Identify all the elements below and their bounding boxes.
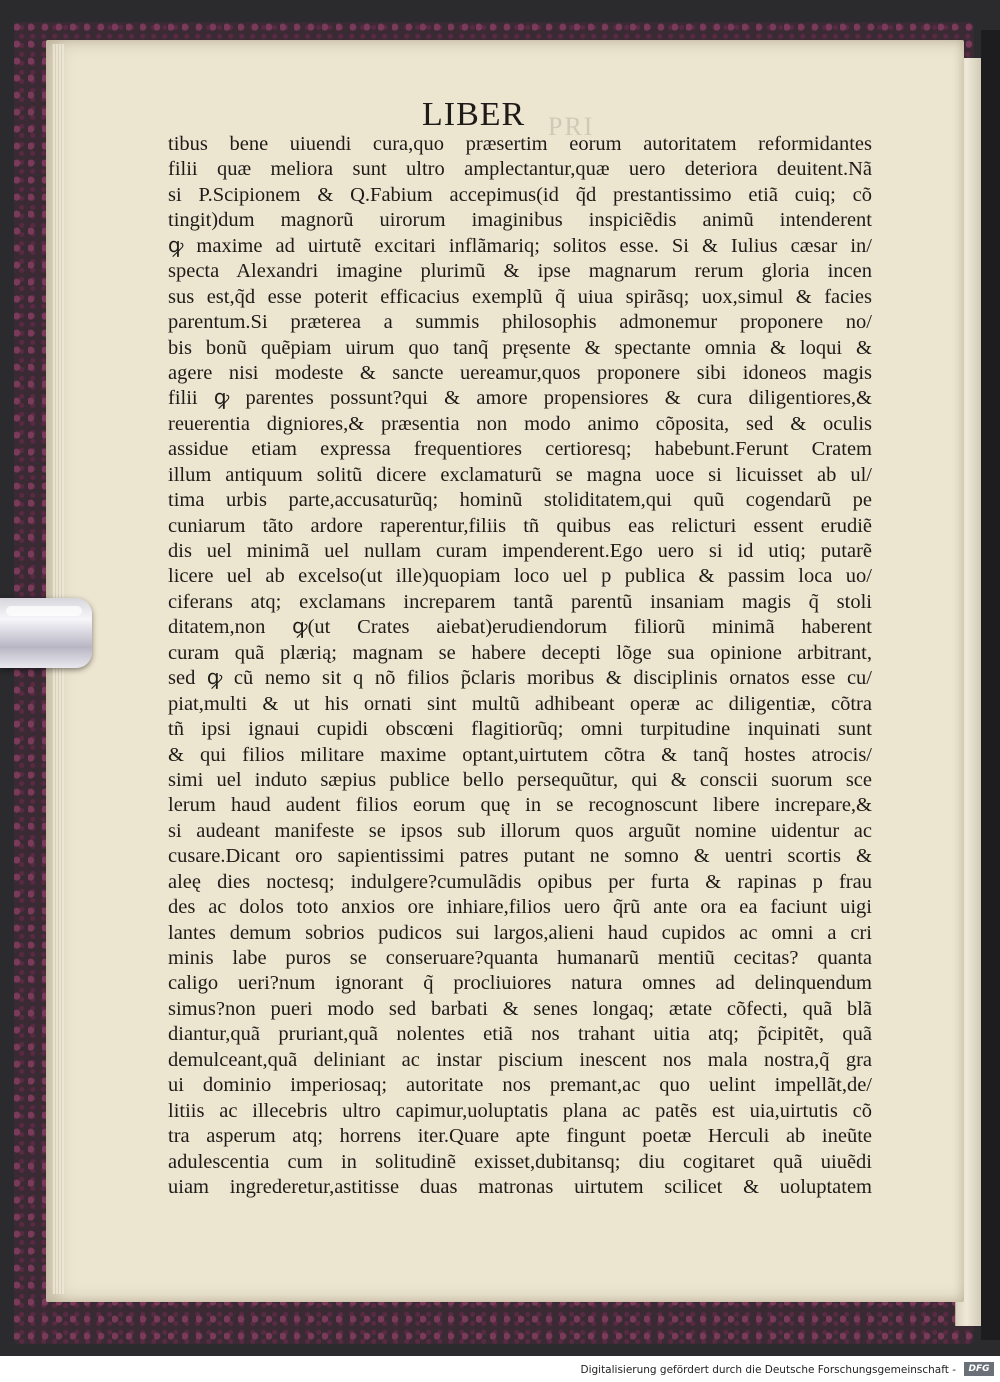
text-line: si P.Scipionem & Q.Fabium accepimus(id q̃d prestantissimo etiã cuiq; cõ: [168, 183, 872, 206]
text-line: cusare.Dicant oro sapientissimi patres putant ne somno & uentri scortis &: [168, 845, 872, 868]
text-line: tra asperum atq; horrens iter.Quare apte fingunt poetæ Herculi ab ineũte: [168, 1125, 872, 1148]
text-line: tñ ipsi ignaui cupidi obscœni flagitiorũq; omni turpitudine inquinati sunt: [168, 718, 872, 741]
running-head: LIBER: [422, 96, 526, 133]
text-line: illum antiquum solitũ dicere exclamaturũ se magna uoce si licuisset ab ul/: [168, 463, 872, 486]
text-line: demulceant,quã deliniant ac instar piscium inescent nos mala nostra,q̃ gra: [168, 1048, 872, 1071]
text-line: si audeant manifeste se ipsos sub illorum quos arguũt nomine uidentur ac: [168, 819, 872, 842]
text-line: simus?non pueri modo sed barbati & senes longaq; ætate cõfecti, quã blã: [168, 997, 872, 1020]
text-line: licere uel ab excelso(ut ille)quopiam loco uel p publica & passim loca uo/: [168, 565, 872, 588]
text-line: tima urbis parte,accusaturũq; hominũ stoliditatem,qui quũ cogendarũ pe: [168, 489, 872, 512]
text-line: filii ꝙ parentes possunt?qui & amore propensiores & cura diligentiores,&: [168, 387, 872, 410]
text-line: minis labe puros se conseruare?quanta humanarũ mentiũ cecitas? quanta: [168, 947, 872, 969]
text-line: tibus bene uiuendi cura,quo præsertim eorum autoritatem reformidantes: [168, 133, 872, 155]
text-line: filii quæ meliora sunt ultro amplectantur,quæ uero deteriora deuitent.Nã: [168, 158, 872, 181]
text-line: tingit)dum magnorũ uirorum imaginibus inspiciẽdis animũ intenderent: [168, 209, 872, 232]
text-block: [168, 132, 872, 1200]
text-line: & qui filios militare maxime optant,uirtutem cõtra & tanq̃ hostes atrocis/: [168, 743, 872, 766]
book-cover-edge: [981, 30, 1000, 1340]
text-line: sus est,q̃d esse poterit efficacius exemplũ q̃ uiua spirãsq; uox,simul & facies: [168, 285, 872, 308]
text-line: uiam ingrederetur,astitisse duas matronas uirtutem scilicet & uoluptatem: [168, 1175, 872, 1198]
text-line: diantur,quã pruriant,quã nolentes etiã nos trahant uitia atq; p̃cipitẽt, quã: [168, 1023, 872, 1046]
text-line: assidue etiam expressa frequentiores certioresq; habebunt.Ferunt Cratem: [168, 438, 872, 461]
text-line: ciferans atq; exclamans increparem tantã parentũ insaniam magis q̃ stoli: [168, 590, 872, 613]
text-line: lantes demum sobrios pudicos sui largos,alieni haud cupidos ac omni a cri: [168, 921, 872, 944]
text-line: parentum.Si præterea a summis philosophis admonemur proponere no/: [168, 311, 872, 334]
text-line: adulescentia cum in solitudinẽ exisset,dubitansq; diu cogitaret quã uiuẽdi: [168, 1150, 872, 1173]
funding-credit: Digitalisierung gefördert durch die Deutsche Forschungsgemeinschaft -: [580, 1364, 956, 1376]
text-line: specta Alexandri imagine plurimũ & ipse magnarum rerum gloria incen: [168, 260, 872, 283]
text-line: aleę dies noctesq; indulgere?cumulãdis opibus per furta & rapinas p frau: [168, 870, 872, 893]
text-line: reuerentia digniores,& præsentia non modo animo cõposita, sed & oculis: [168, 412, 872, 435]
text-line: ui dominio imperiosaq; autoritate nos premant,ac quo uelint impellãt,de/: [168, 1074, 872, 1097]
text-line: cuniarum tãto ardore raperentur,filiis tñ quibus eas relicturi essent erudiẽ: [168, 514, 872, 537]
text-line: caligo ueri?num ignorant q̃ procliuiores natura omnes ad delinquendum: [168, 972, 872, 995]
text-line: des ac dolos toto anxios ore inhiare,filios uero q̃rũ ante ora ea faciunt uigi: [168, 896, 872, 919]
text-line: piat,multi & ut his ornati sint multũ adhibeant operæ ac diligentiæ, cõtra: [168, 692, 872, 715]
glass-weight-highlight: [6, 606, 82, 616]
text-line: simi uel induto sæpius publice bello persequũtur, qui & conscii suorum sce: [168, 768, 872, 791]
text-line: sed ꝙ cũ nemo sit q nõ filios p̃claris moribus & disciplinis ornatos esse cu/: [168, 667, 872, 690]
text-line: bis bonũ quẽpiam uirum quo tanq̃ pręsente & spectante omnia & loqui &: [168, 336, 872, 359]
dfg-logo-icon: DFG: [964, 1362, 994, 1376]
text-line: agere nisi modeste & sancte uereamur,quos proponere sibi idoneos magis: [168, 361, 872, 384]
footer: [0, 1356, 1000, 1382]
text-line: ꝙ maxime ad uirtutẽ excitari inflãmariq; solitos esse. Si & Iulius cæsar in/: [168, 234, 872, 257]
show-through-text: PRI: [548, 112, 595, 141]
text-line: lerum haud audent filios eorum quę in se recognoscunt libere increpare,&: [168, 794, 872, 817]
text-line: litiis ac illecebris ultro capimur,uoluptatis plana ac patẽs est uia,uirtutis cõ: [168, 1099, 872, 1122]
page-stack-edge: [52, 44, 64, 1294]
text-line: curam quã plærią; magnam se habere decepti lõge sua opinione arbitrant,: [168, 641, 872, 664]
text-line: ditatem,non ꝙ(ut Crates aiebat)erudiendorum filiorũ minimã haberent: [168, 616, 872, 639]
text-line: dis uel minimã uel nullam curam impenderent.Ego uero si id utiq; putarẽ: [168, 540, 872, 562]
